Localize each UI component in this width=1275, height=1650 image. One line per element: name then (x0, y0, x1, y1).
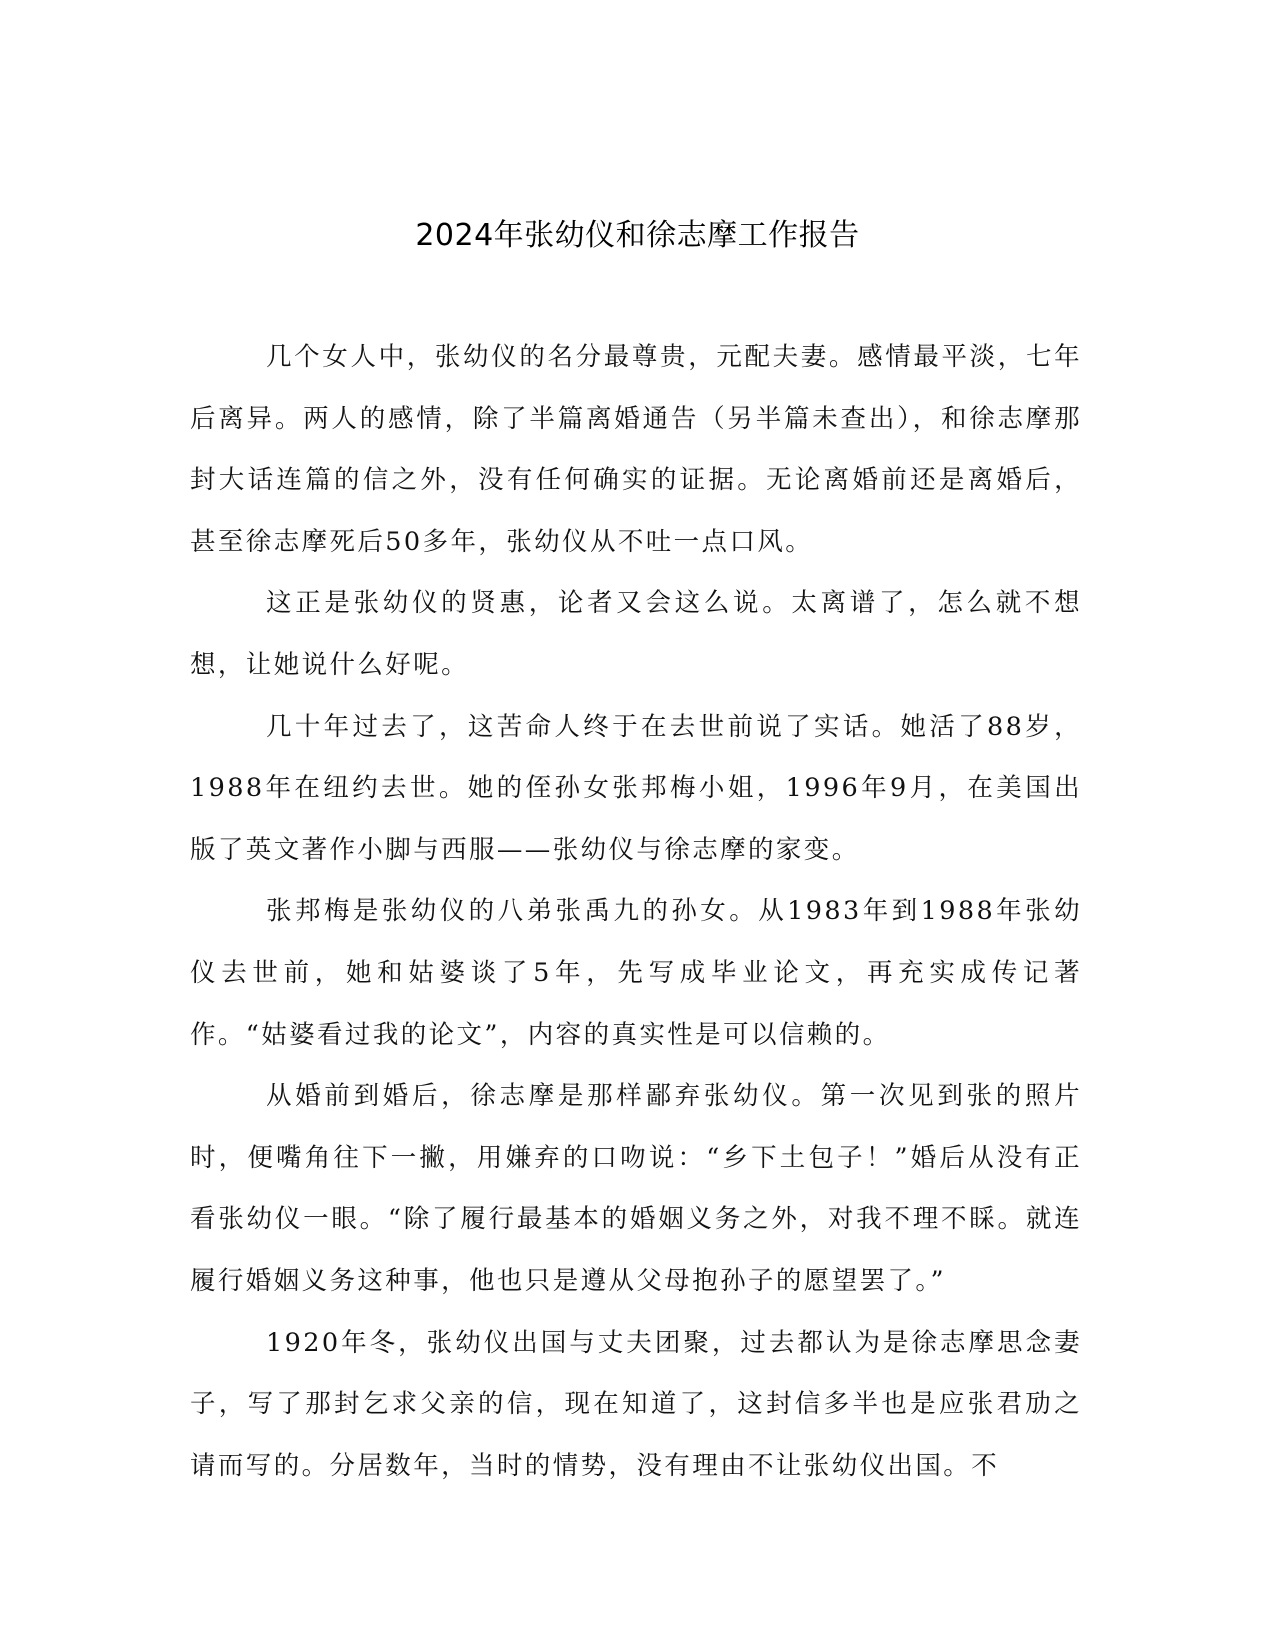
paragraph: 张邦梅是张幼仪的八弟张禹九的孙女。从1983年到1988年张幼仪去世前，她和姑婆谈了5年，先写成毕业论文，再充实成传记著作。“姑婆看过我的论文”，内容的真实性是可以信赖的。 (190, 896, 1082, 1050)
document-title: 2024年张幼仪和徐志摩工作报告 (415, 218, 860, 253)
paragraph: 几十年过去了，这苦命人终于在去世前说了实话。她活了88岁，1988年在纽约去世。她的侄孙女张邦梅小姐，1996年9月，在美国出版了英文著作小脚与西服——张幼仪与徐志摩的家变。 (190, 711, 1082, 865)
document-body (190, 327, 1082, 1497)
paragraph: 1920年冬，张幼仪出国与丈夫团聚，过去都认为是徐志摩思念妻子，写了那封乞求父亲的信，现在知道了，这封信多半也是应张君劢之请而写的。分居数年，当时的情势，没有理由不让张幼仪出国。不 (190, 1327, 1082, 1481)
paragraph: 几个女人中，张幼仪的名分最尊贵，元配夫妻。感情最平淡，七年后离异。两人的感情，除了半篇离婚通告（另半篇未查出），和徐志摩那封大话连篇的信之外，没有任何确实的证据。无论离婚前还是离婚后，甚至徐志摩死后50多年，张幼仪从不吐一点口风。 (190, 342, 1082, 557)
paragraph: 这正是张幼仪的贤惠，论者又会这么说。太离谱了，怎么就不想想，让她说什么好呢。 (190, 588, 1082, 680)
paragraph: 从婚前到婚后，徐志摩是那样鄙弃张幼仪。第一次见到张的照片时，便嘴角往下一撇，用嫌弃的口吻说：“乡下土包子！”婚后从没有正看张幼仪一眼。“除了履行最基本的婚姻义务之外，对我不理不睬。就连履行婚姻义务这种事，他也只是遵从父母抱孙子的愿望罢了。” (190, 1081, 1082, 1296)
